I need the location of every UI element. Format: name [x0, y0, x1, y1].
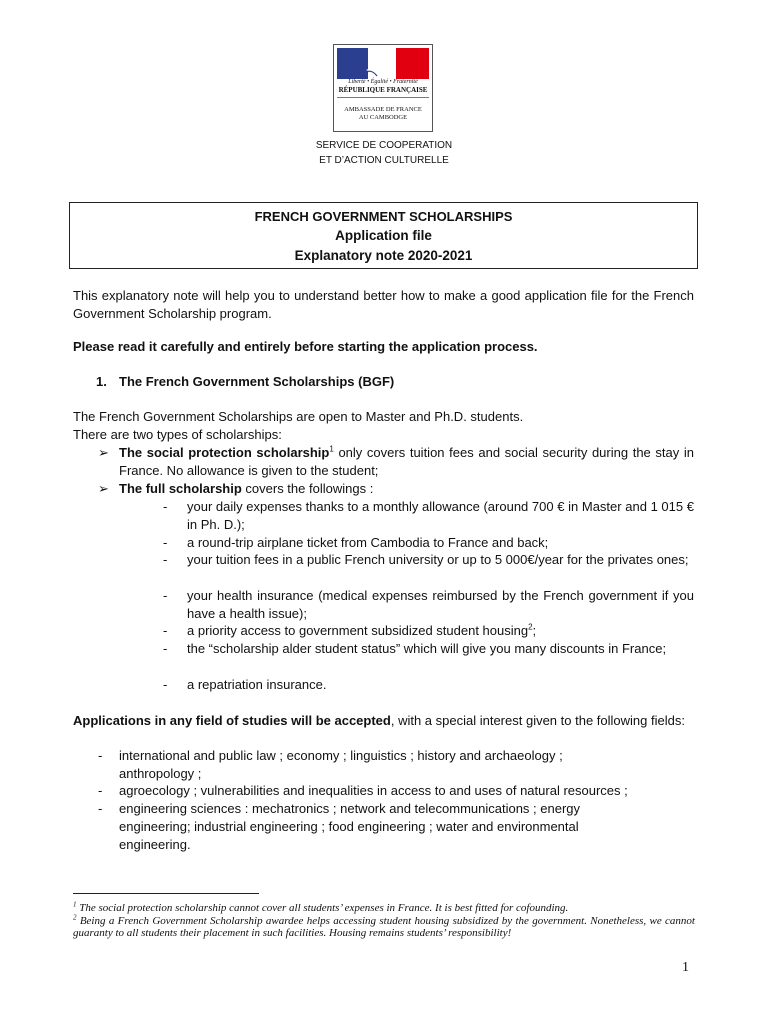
french-flag-emblem — [337, 48, 429, 79]
dash-bullet: - — [163, 623, 168, 638]
footnote-2-number: 2 — [73, 913, 77, 922]
social-scholarship-desc: only covers tuition fees and social security during the stay in France. No allowance is given to the student; — [119, 445, 695, 478]
fields-paragraph — [73, 712, 694, 730]
footnote-1 — [73, 902, 695, 914]
marianne-profile-icon — [362, 48, 390, 79]
dash-bullet: - — [163, 641, 168, 656]
intro-paragraph: This explanatory note will help you to understand better how to make a good application file for the French Government Scholarship program. — [73, 288, 694, 321]
footnote-ref-1: 1 — [329, 444, 334, 454]
service-line-1: SERVICE DE COOPERATION — [315, 140, 453, 151]
embassy-line-1: AMBASSADE DE FRANCE — [344, 106, 422, 113]
section-para-2: There are two types of scholarships: — [73, 427, 282, 442]
list-item: your tuition fees in a public French university or up to 5 000€/year for the privates ones; — [187, 552, 689, 567]
social-scholarship-item — [119, 444, 694, 480]
republic-name: RÉPUBLIQUE FRANÇAISE — [338, 86, 428, 94]
section-para-1: The French Government Scholarships are open to Master and Ph.D. students. — [73, 409, 524, 424]
list-item: the “scholarship alder student status” which will give you many discounts in France; — [187, 641, 667, 656]
section-number: 1. — [96, 374, 107, 389]
list-item: a round-trip airplane ticket from Cambodia to France and back; — [187, 535, 549, 550]
full-scholarship-label: The full scholarship — [119, 481, 242, 496]
fields-rest: , with a special interest given to the following fields: — [390, 713, 685, 728]
footnote-1-text: The social protection scholarship cannot cover all students’ expenses in France. It is best fitted for cofounding. — [76, 902, 569, 914]
section-heading: The French Government Scholarships (BGF) — [119, 374, 395, 389]
fields-bold: Applications in any field of studies will be accepted — [73, 713, 391, 728]
dash-bullet: - — [98, 748, 103, 763]
embassy-line-2: AU CAMBODGE — [358, 114, 408, 121]
dash-bullet: - — [163, 499, 168, 514]
republique-francaise-logo — [333, 44, 433, 132]
dash-bullet: - — [163, 535, 168, 550]
document-title: FRENCH GOVERNMENT SCHOLARSHIPS — [254, 209, 513, 224]
dash-bullet: - — [163, 588, 168, 603]
dash-bullet: - — [98, 783, 103, 798]
full-scholarship-desc: covers the followings : — [241, 481, 374, 496]
footnote-separator — [73, 893, 259, 894]
arrow-bullet-icon: ➢ — [98, 481, 109, 496]
social-scholarship-label: The social protection scholarship — [119, 445, 330, 460]
dash-bullet: - — [163, 677, 168, 692]
footnote-ref-2: 2 — [528, 622, 533, 632]
field-item: international and public law ; economy ; linguistics ; history and archaeology ; anthropology ; — [119, 748, 563, 781]
footnote-2 — [73, 915, 695, 939]
list-item: your health insurance (medical expenses reimbursed by the French government if you have a health issue); — [187, 588, 694, 621]
list-item: a repatriation insurance. — [187, 677, 327, 692]
document-year-note: Explanatory note 2020-2021 — [294, 248, 473, 263]
dash-bullet: - — [163, 552, 168, 567]
page-number: 1 — [682, 960, 689, 975]
footnote-1-number: 1 — [73, 900, 77, 909]
warning-text: Please read it carefully and entirely before starting the application process. — [73, 339, 538, 354]
document-subtitle: Application file — [335, 228, 432, 243]
housing-end: ; — [532, 623, 537, 638]
list-item-housing — [187, 622, 694, 640]
embassy-name — [334, 106, 432, 122]
footnote-2-text: Being a French Government Scholarship awardee helps accessing student housing subsidized by the government. Nonetheless, we cannot guaranty to all students their placement in such facilities. Housing remains students’ responsibility! — [73, 915, 695, 939]
arrow-bullet-icon: ➢ — [98, 445, 109, 460]
dash-bullet: - — [98, 801, 103, 816]
service-line-2: ET D’ACTION CULTURELLE — [319, 155, 449, 166]
title-box — [69, 202, 698, 269]
housing-text: a priority access to government subsidized student housing — [187, 623, 529, 638]
list-item: your daily expenses thanks to a monthly allowance (around 700 € in Master and 1 015 € in Ph. D.); — [187, 499, 694, 532]
field-item: agroecology ; vulnerabilities and inequalities in access to and uses of natural resources ; — [119, 783, 628, 798]
field-item: engineering sciences : mechatronics ; network and telecommunications ; energy engineering; industrial engineering ; food engineering ; water and environmental engineering. — [119, 801, 581, 852]
full-scholarship-item — [119, 480, 694, 498]
motto-text: Liberté • Égalité • Fraternité — [348, 79, 418, 85]
